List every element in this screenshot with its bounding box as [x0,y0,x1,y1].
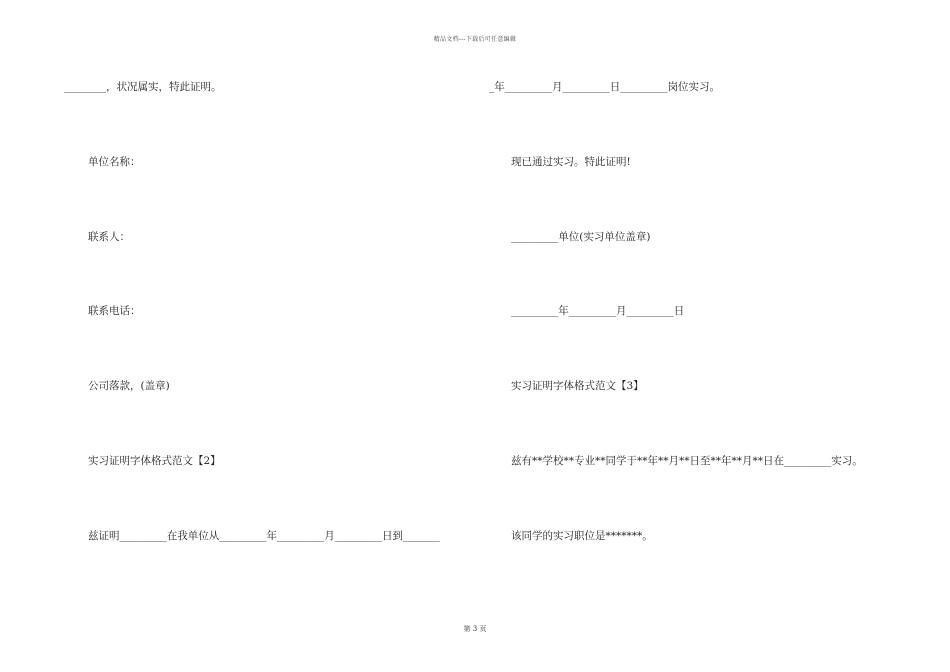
text-line: 公司落款，(盖章) [88,380,170,392]
text-line: 现已通过实习。特此证明! [511,156,631,168]
page-header: 精品文档---下载后可任意编辑 [433,36,517,43]
text-line: 兹有**学校**专业**同学于**年**月**日至**年**月**日在_________实习。 [511,455,863,467]
text-line: _________年_________月_________日 [511,305,685,317]
section-heading: 实习证明字体格式范文【3】 [511,380,644,392]
text-line: _________单位(实习单位盖章) [511,231,651,243]
text-line: 兹证明_________在我单位从_________年_________月_________日到_______ [88,530,440,542]
page-footer: 第 3 页 [463,625,487,633]
text-line: _年_________月_________日_________岗位实习。 [489,81,720,93]
text-line: 联系人： [88,231,130,243]
text-line: 单位名称： [88,156,141,168]
text-line: 该同学的实习职位是*******。 [511,530,653,542]
text-line: ________，状况属实，特此证明。 [64,81,222,93]
text-line: 联系电话： [88,305,141,317]
section-heading: 实习证明字体格式范文【2】 [88,455,221,467]
